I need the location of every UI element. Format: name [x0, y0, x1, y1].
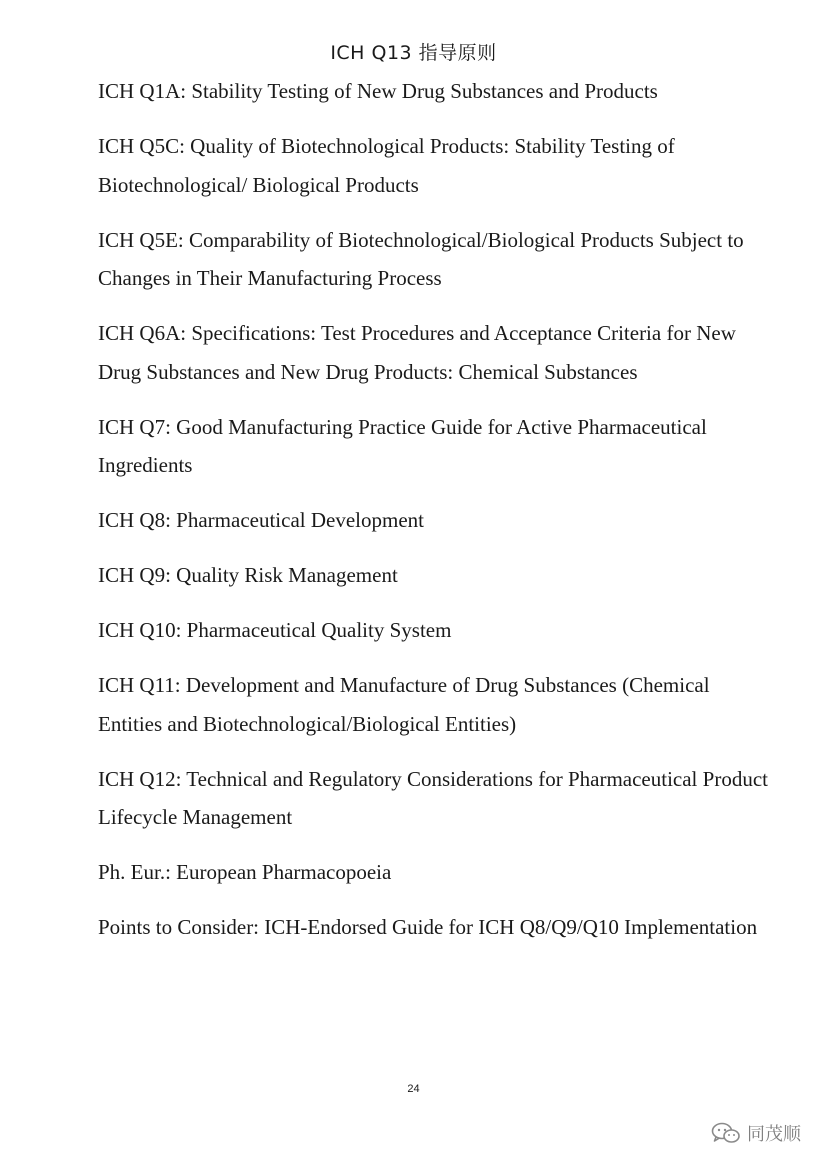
- reference-item: ICH Q5E: Comparability of Biotechnological/Biological Products Subject to Changes in Their Manufacturing Process: [98, 227, 744, 290]
- watermark-text: 同茂顺: [747, 1124, 801, 1145]
- page-header: ICH Q13 指导原则: [330, 42, 497, 64]
- reference-item: ICH Q12: Technical and Regulatory Considerations for Pharmaceutical Product Lifecycle Management: [98, 766, 768, 829]
- reference-item: ICH Q1A: Stability Testing of New Drug Substances and Products: [98, 79, 658, 103]
- reference-item: ICH Q7: Good Manufacturing Practice Guide for Active Pharmaceutical Ingredients: [98, 414, 707, 477]
- reference-item: Ph. Eur.: European Pharmacopoeia: [98, 860, 392, 884]
- wechat-icon: [711, 1121, 741, 1145]
- reference-item: ICH Q5C: Quality of Biotechnological Products: Stability Testing of Biotechnological/ Biological Products: [98, 134, 675, 197]
- reference-item: ICH Q11: Development and Manufacture of Drug Substances (Chemical Entities and Biotechnological/Biological Entities): [98, 673, 710, 736]
- reference-item: ICH Q9: Quality Risk Management: [98, 563, 398, 587]
- reference-list: [98, 72, 778, 963]
- reference-item: ICH Q10: Pharmaceutical Quality System: [98, 618, 452, 642]
- reference-item: ICH Q8: Pharmaceutical Development: [98, 508, 424, 532]
- page-number: 24: [407, 1083, 420, 1095]
- reference-item: Points to Consider: ICH-Endorsed Guide for ICH Q8/Q9/Q10 Implementation: [98, 915, 758, 939]
- reference-item: ICH Q6A: Specifications: Test Procedures and Acceptance Criteria for New Drug Substances and New Drug Products: Chemical Substances: [98, 321, 736, 384]
- watermark: [711, 1120, 801, 1146]
